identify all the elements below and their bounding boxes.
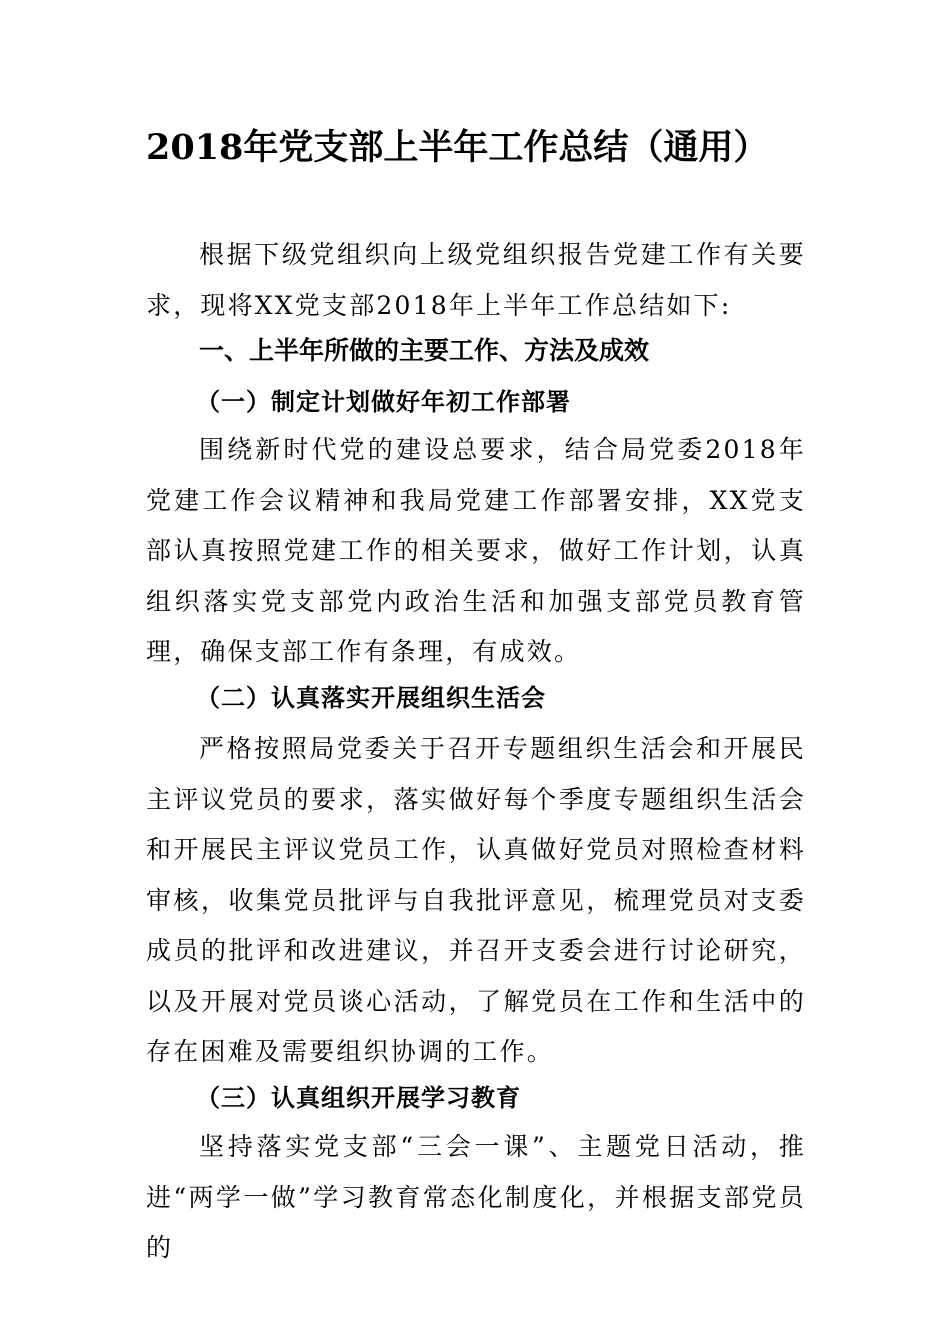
section-heading-main-work: 一、上半年所做的主要工作、方法及成效 xyxy=(199,336,650,365)
subsection-heading-study-education: （三）认真组织开展学习教育 xyxy=(196,1084,521,1112)
paragraph-organization-meeting: 严格按照局党委关于召开专题组织生活会和开展民主评议党员的要求，落实做好每个季度专题组织生活会和开展民主评议党员工作，认真做好党员对照检查材料审核，收集党员批评与自我批评意见，梳理党员对支委成员的批评和改进建议，并召开支委会进行讨论研究，以及开展对党员谈心活动，了解党员在工作和生活中的存在困难及需要组织协调的工作。 xyxy=(146,734,806,1066)
subsection-heading-organization-meeting: （二）认真落实开展组织生活会 xyxy=(196,684,546,712)
subsection-heading-planning: （一）制定计划做好年初工作部署 xyxy=(196,388,571,416)
paragraph-study-education: 坚持落实党支部“三会一课”、主题党日活动，推进“两学一做”学习教育常态化制度化，并根据支部党员的 xyxy=(146,1132,806,1262)
paragraph-planning: 围绕新时代党的建设总要求，结合局党委2018年党建工作会议精神和我局党建工作部署安排，XX党支部认真按照党建工作的相关要求，做好工作计划，认真组织落实党支部党内政治生活和加强支部党员教育管理，确保支部工作有条理，有成效。 xyxy=(146,435,806,666)
intro-paragraph: 根据下级党组织向上级党组织报告党建工作有关要求，现将XX党支部2018年上半年工作总结如下: xyxy=(146,240,806,320)
document-title: 2018年党支部上半年工作总结（通用） xyxy=(146,127,769,168)
